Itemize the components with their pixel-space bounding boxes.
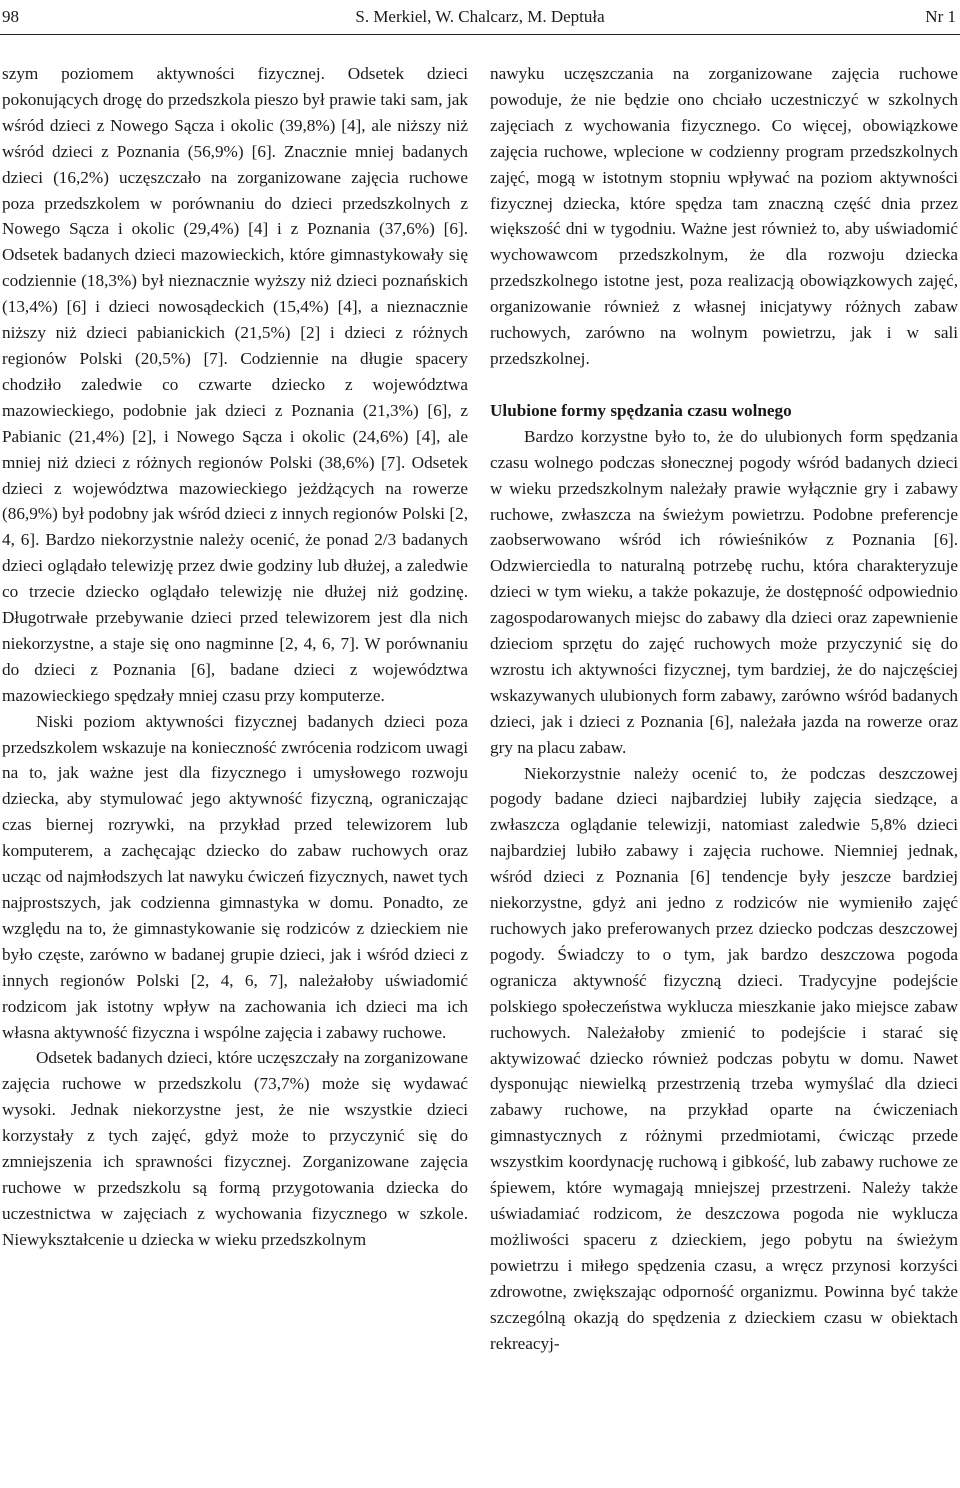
body-paragraph: szym poziomem aktywności fizycznej. Odsetek dzieci pokonujących drogę do przedszkola pieszo był prawie taki sam, jak wśród dzieci z Nowego Sącza i okolic (39,8%) [4], ale niższy niż wśród dzieci z Poznania (56,9%) [6]. Znacznie mniej badanych dzieci (16,2%) uczęszczało na zorganizowane zajęcia ruchowe poza przedszkolem w porównaniu do dzieci przedszkolnych z Nowego Sącza i okolic (29,4%) [4] i z Poznania (37,6%) [6]. Odsetek badanych dzieci mazowieckich, które gimnastykowały się codziennie (18,3%) był nieznacznie wyższy niż dzieci poznańskich (13,4%) [6] i dzieci nowosądeckich (15,4%) [4], a nieznacznie niższy niż dzieci pabianickich (21,5%) [2] i dzieci z różnych regionów Polski (20,5%) [7]. Codziennie na długie spacery chodziło zaledwie co czwarte dziecko z województwa mazowieckiego, podobnie jak dzieci z Poznania (21,3%) [6], z Pabianic (21,4%) [2], i Nowego Sącza i okolic (24,6%) [4], ale mniej niż dzieci z różnych regionów Polski (38,6%) [7]. Odsetek dzieci z województwa mazowieckiego jeżdżących na rowerze (86,9%) był podobny jak wśród dzieci z innych regionów Polski [2, 4, 6]. Bardzo niekorzystnie należy ocenić, że ponad 2/3 badanych dzieci oglądało telewizję przez dwie godziny lub dłużej, a zaledwie co trzecie dziecko oglądało telewizję nie dłużej niż godzinę. Długotrwałe przebywanie dzieci przed telewizorem jest dla nich niekorzystne, a staje się ono nagminne [2, 4, 6, 7]. W porównaniu do dzieci z Poznania [6], badane dzieci z województwa mazowieckiego spędzały mniej czasu przy komputerze. (2, 64, 468, 705)
body-paragraph: nawyku uczęszczania na zorganizowane zajęcia ruchowe powoduje, że nie będzie ono chciało uczestniczyć w szkolnych zajęciach z wychowania fizycznego. Co więcej, obowiązkowe zajęcia ruchowe, wplecione w codzienny program przedszkolnych zajęć, mogą w istotnym stopniu wpływać na poziom aktywności fizycznej dziecka, które spędza tam znaczną część dnia przez większość dni w tygodniu. Ważne jest również to, aby uświadomić wychowawcom przedszkolnym, że dla rozwoju dziecka przedszkolnego istotne jest, poza realizacją obowiązkowych zajęć, organizowanie również z własnej inicjatywy różnych zabaw ruchowych, zarówno na wolnym powietrzu, jak i w sali przedszkolnej. (490, 64, 958, 368)
header-rule (0, 34, 960, 35)
header-authors: S. Merkiel, W. Chalcarz, M. Deptuła (355, 7, 605, 26)
section-heading: Ulubione formy spędzania czasu wolnego (490, 400, 792, 420)
body-paragraph: Odsetek badanych dzieci, które uczęszczały na zorganizowane zajęcia ruchowe w przedszkolu (73,7%) może się wydawać wysoki. Jednak niekorzystne jest, że nie wszystkie dzieci korzystały z tych zajęć, gdyż może to przyczynić się do zmniejszenia ich sprawności fizycznej. Zorganizowane zajęcia ruchowe w przedszkolu są formą przygotowania dziecka do uczestnictwa w zajęciach z wychowania fizycznego w szkole. Niewykształcenie u dziecka w wieku przedszkolnym (2, 1048, 468, 1249)
body-paragraph: Bardzo korzystne było to, że do ulubionych form spędzania czasu wolnego podczas słonecznej pogody wśród badanych dzieci w wieku przedszkolnym należały prawie wyłącznie gry i zabawy ruchowe, zwłaszcza na świeżym powietrzu. Podobne preferencje zaobserwowano wśród ich rówieśników z Poznania [6]. Odzwierciedla to naturalną potrzebę ruchu, która charakteryzuje dzieci w tym wieku, a także pokazuje, że dostępność odpowiednio zagospodarowanych miejsc do zabawy dla dzieci oraz zapewnienie dzieciom sprzętu do zajęć ruchowych może przyczynić się do wzrostu ich aktywności fizycznej, tym bardziej, że do najczęściej wskazywanych ulubionych form zabawy, zarówno wśród badanych dzieci, jak i dzieci z Poznania [6], należała jazda na rowerze oraz gry na placu zabaw. (490, 426, 958, 757)
issue-number: Nr 1 (925, 7, 956, 26)
body-paragraph: Niekorzystnie należy ocenić to, że podczas deszczowej pogody badane dzieci najbardziej lubiły zajęcia siedzące, a zwłaszcza oglądanie telewizji, natomiast zaledwie 5,8% dzieci najbardziej lubiło zabawy i zajęcia ruchowe. Niemniej jednak, wśród dzieci z Poznania [6] tendencje były jeszcze bardziej niekorzystne, gdyż ani jedno z rodziców nie wymieniło zajęć ruchowych jako preferowanych przez dziecko podczas deszczowej pogody. Świadczy to o tym, jak bardzo deszczowa pogoda ogranicza aktywność fizyczną dzieci. Tradycyjne podejście polskiego społeczeństwa wyklucza mieszkanie jako miejsce zabaw ruchowych. Należałoby zmienić to podejście i starać się aktywizować dziecko również podczas pobytu w domu. Nawet dysponując niewielką przestrzenią trzeba wymyślać dla dzieci zabawy ruchowe, na przykład oparte na ćwiczeniach gimnastycznych z różnymi przedmiotami, ćwicząc przede wszystkim koordynację ruchową i gibkość, lub zabawy ruchowe ze śpiewem, które wymagają mniejszej przestrzeni. Należy także uświadamiać rodzicom, że deszczowa pogoda nie wyklucza możliwości spaceru z dzieckiem, jego pobytu na świeżym powietrzu i miłego spędzenia czasu, a wręcz przynosi korzyści zdrowotne, zwiększając odporność organizmu. Powinna być także szczególną okazją do spędzenia z dzieckiem czasu w obiektach rekreacyj- (490, 763, 958, 1353)
page-number: 98 (2, 7, 19, 26)
body-paragraph: Niski poziom aktywności fizycznej badanych dzieci poza przedszkolem wskazuje na konieczność zwrócenia rodzicom uwagi na to, jak ważne jest dla fizycznego i umysłowego rozwoju dziecka, aby stymulować jego aktywność fizyczną, ograniczając czas biernej rozrywki, na przykład przed telewizorem lub komputerem, a zachęcając dziecko do zabaw ruchowych oraz ucząc od najmłodszych lat nawyku ćwiczeń fizycznych, nawet tych najprostszych, jak codzienna gimnastyka w domu. Ponadto, ze względu na to, że gimnastykowanie się rodziców z dzieckiem nie było częste, zarówno w badanej grupie dzieci, jak i wśród dzieci z innych regionów Polski [2, 4, 6, 7], należałoby uświadomić rodzicom jak istotny wpływ na zachowania ich dzieci ma ich własna aktywność fizyczna i wspólne zajęcia i zabawy ruchowe. (2, 711, 468, 1042)
running-header (0, 2, 960, 32)
left-column (2, 61, 468, 1253)
right-column (490, 61, 958, 1356)
